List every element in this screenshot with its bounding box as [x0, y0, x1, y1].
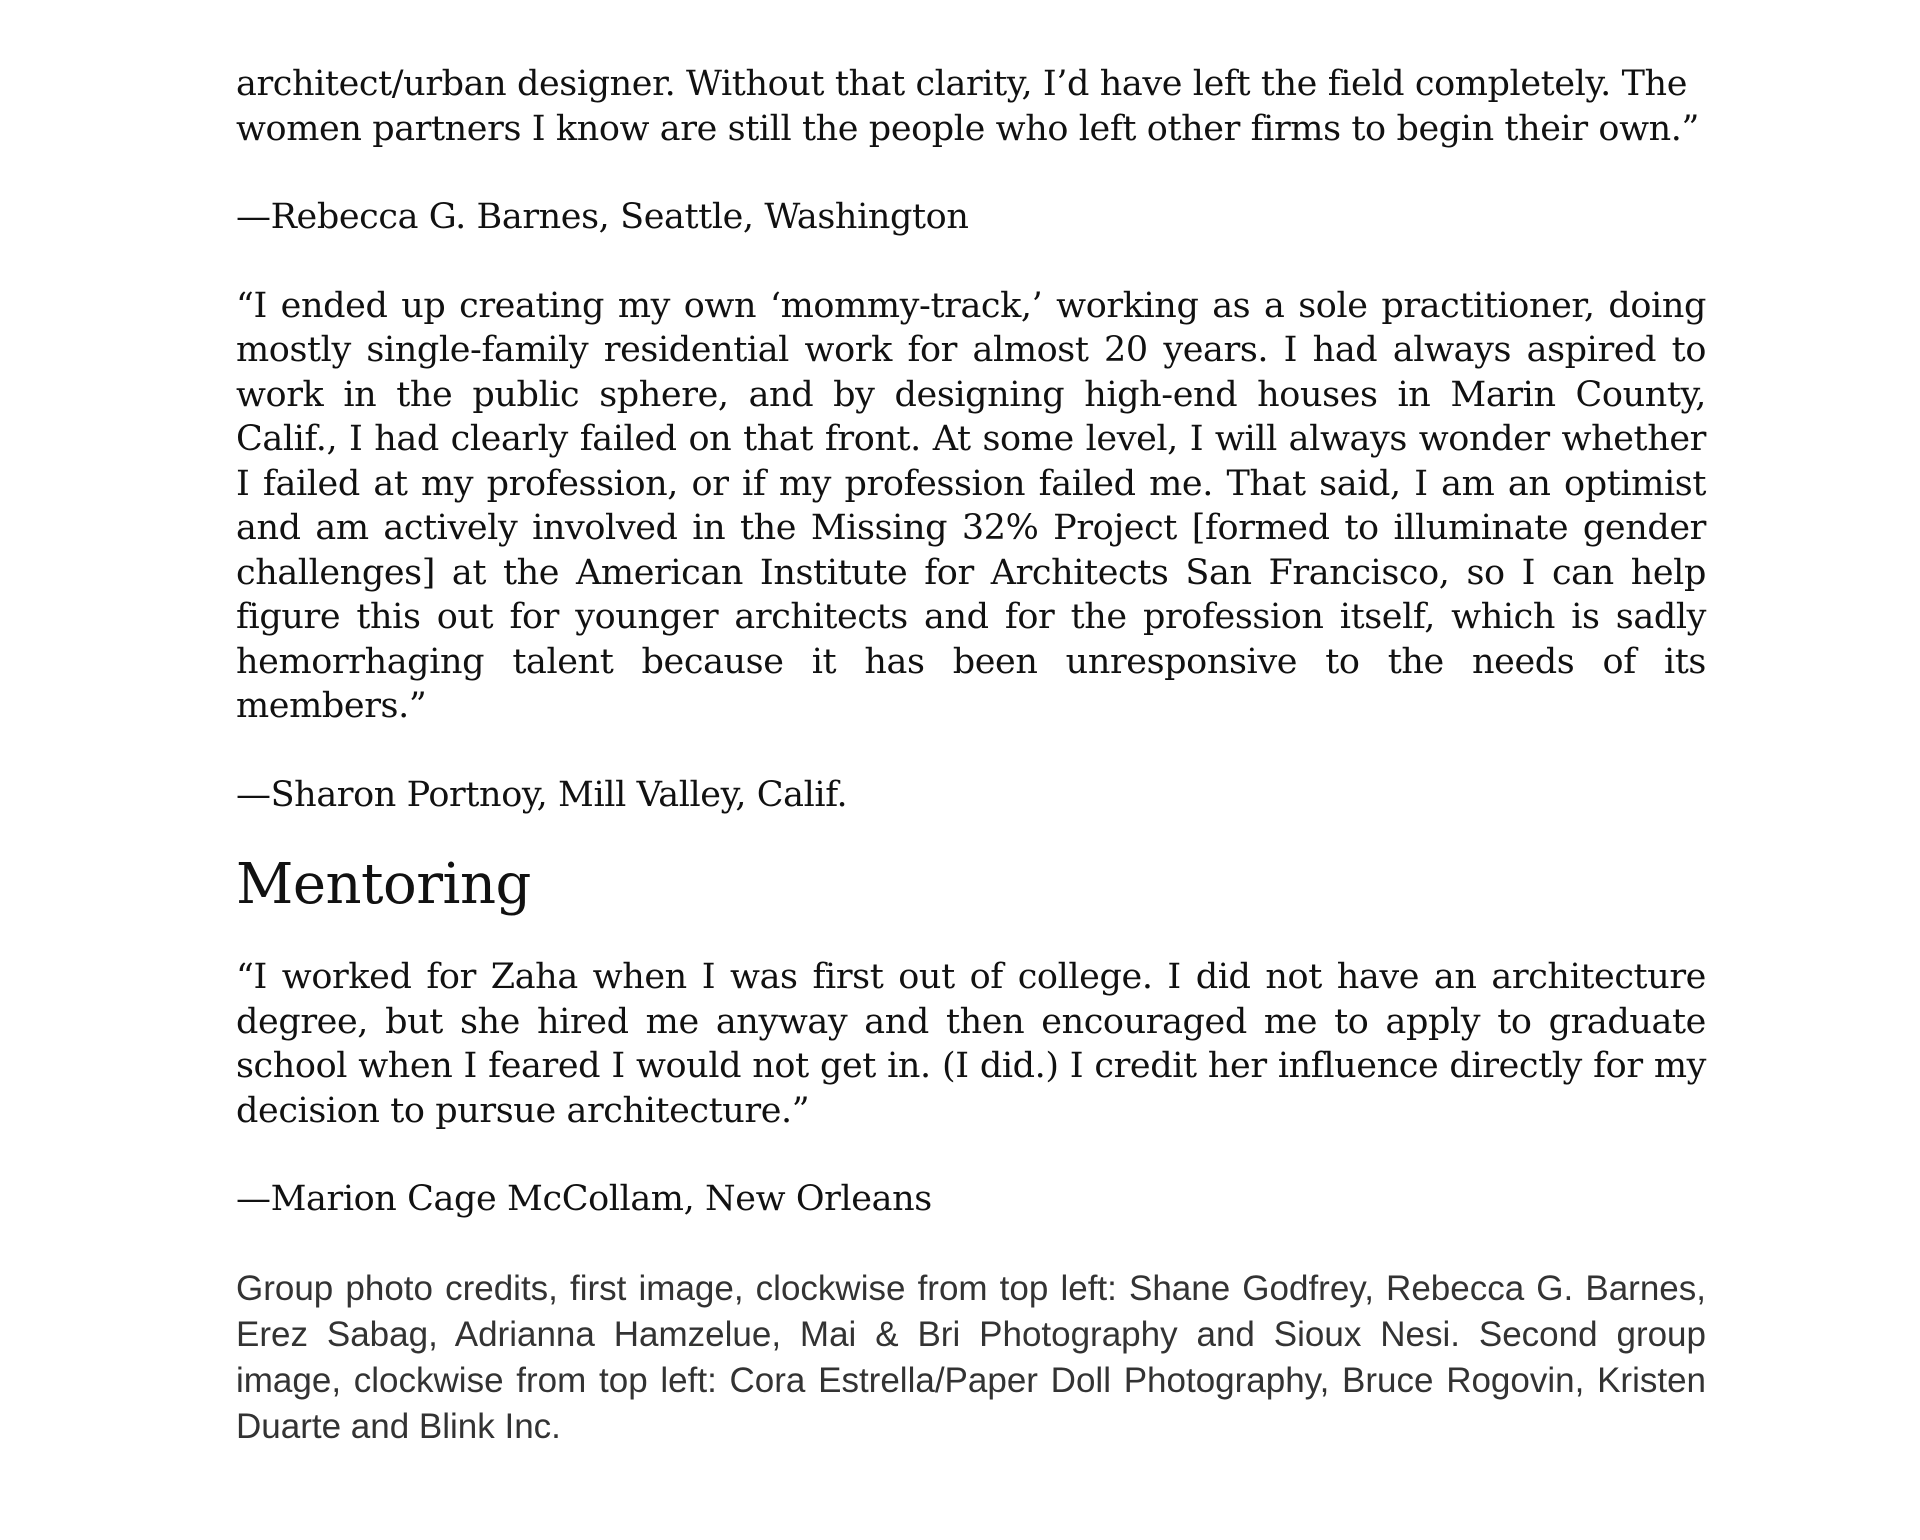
- quote-paragraph-mccollam: “I worked for Zaha when I was first out of college. I did not have an architecture degree, but she hired me anyway and then encouraged me to apply to graduate school when I feared I would not get in. (I did.) I credit her influence directly for my decision to pursue architecture.”: [236, 957, 1706, 1131]
- attribution-mccollam: —Marion Cage McCollam, New Orleans: [236, 1179, 932, 1219]
- article-body: [236, 62, 1706, 1450]
- quote-paragraph-barnes: architect/urban designer. Without that clarity, I’d have left the field completely. The women partners I know are still the people who left other firms to begin their own.”: [236, 64, 1699, 149]
- attribution-barnes: —Rebecca G. Barnes, Seattle, Washington: [236, 197, 969, 237]
- photo-credits: Group photo credits, first image, clockwise from top left: Shane Godfrey, Rebecca G. Barnes, Erez Sabag, Adrianna Hamzelue, Mai & Bri Photography and Sioux Nesi. Second group image, clockwise from top left: Cora Estrella/Paper Doll Photography, Bruce Rogovin, Kristen Duarte and Blink Inc.: [236, 1268, 1706, 1446]
- section-heading-mentoring: Mentoring: [236, 852, 531, 917]
- attribution-portnoy: —Sharon Portnoy, Mill Valley, Calif.: [236, 774, 848, 815]
- quote-paragraph-portnoy: “I ended up creating my own ‘mommy-track,’ working as a sole practitioner, doing mostly single-family residential work for almost 20 years. I had always aspired to work in the public sphere, and by designing high-end houses in Marin County, Calif., I had clearly failed on that front. At some level, I will always wonder whether I failed at my profession, or if my profession failed me. That said, I am an optimist and am actively involved in the Missing 32% Project [formed to illuminate gender challenges] at the American Institute for Architects San Francisco, so I can help figure this out for younger architects and for the profession itself, which is sadly hemorrhaging talent because it has been unresponsive to the needs of its members.”: [236, 285, 1706, 726]
